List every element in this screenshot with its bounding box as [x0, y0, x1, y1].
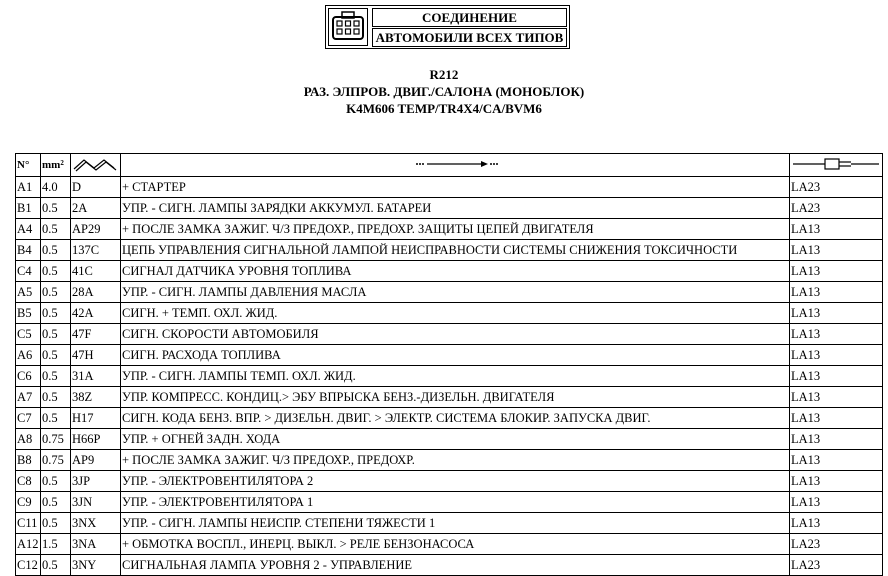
cell-wire: 3JN	[71, 492, 121, 513]
cell-description: УПР. - СИГН. ЛАМПЫ ТЕМП. ОХЛ. ЖИД.	[121, 366, 790, 387]
cell-description: УПР. - ЭЛЕКТРОВЕНТИЛЯТОРА 1	[121, 492, 790, 513]
cell-description: УПР. - СИГН. ЛАМПЫ ЗАРЯДКИ АККУМУЛ. БАТАРЕИ	[121, 198, 790, 219]
cell-wire: 3NY	[71, 555, 121, 576]
table-row	[16, 324, 883, 345]
wire-icon	[72, 155, 120, 173]
cell-section: 0.5	[41, 345, 71, 366]
cell-destination: LA13	[790, 471, 883, 492]
table-row	[16, 261, 883, 282]
cell-destination: LA13	[790, 345, 883, 366]
cell-pin: C12	[16, 555, 41, 576]
cell-wire: 2A	[71, 198, 121, 219]
connector-code: R212	[429, 67, 459, 82]
document-titles	[0, 66, 888, 117]
cell-destination: LA23	[790, 198, 883, 219]
cell-wire: 38Z	[71, 387, 121, 408]
cell-wire: 3JP	[71, 471, 121, 492]
cell-wire: 47H	[71, 345, 121, 366]
table-row	[16, 303, 883, 324]
cell-pin: C8	[16, 471, 41, 492]
cell-wire: 42A	[71, 303, 121, 324]
table-header-row	[16, 154, 883, 177]
cell-pin: A7	[16, 387, 41, 408]
table-row	[16, 366, 883, 387]
cell-pin: A4	[16, 219, 41, 240]
column-header-wire-icon	[71, 154, 121, 177]
connector-icon	[328, 8, 368, 46]
cell-destination: LA13	[790, 324, 883, 345]
cell-pin: C6	[16, 366, 41, 387]
table-row	[16, 177, 883, 198]
pinout-table	[15, 153, 883, 576]
cell-description: УПР. - ЭЛЕКТРОВЕНТИЛЯТОРА 2	[121, 471, 790, 492]
cell-destination: LA13	[790, 240, 883, 261]
cell-section: 0.5	[41, 282, 71, 303]
cell-section: 0.5	[41, 261, 71, 282]
cell-wire: 28A	[71, 282, 121, 303]
cell-pin: A6	[16, 345, 41, 366]
cell-section: 0.5	[41, 240, 71, 261]
table-row	[16, 492, 883, 513]
cell-wire: 3NX	[71, 513, 121, 534]
table-row	[16, 534, 883, 555]
cell-description: + СТАРТЕР	[121, 177, 790, 198]
cell-section: 0.5	[41, 513, 71, 534]
table-row	[16, 387, 883, 408]
column-header-connector-icon	[790, 154, 883, 177]
cell-description: СИГНАЛ ДАТЧИКА УРОВНЯ ТОПЛИВА	[121, 261, 790, 282]
cell-description: СИГН. + ТЕМП. ОХЛ. ЖИД.	[121, 303, 790, 324]
column-header-section: $mm^2$	[41, 154, 71, 177]
cell-description: УПР. КОМПРЕСС. КОНДИЦ.> ЭБУ ВПРЫСКА БЕНЗ.-ДИЗЕЛЬН. ДВИГАТЕЛЯ	[121, 387, 790, 408]
cell-wire: 47F	[71, 324, 121, 345]
cell-pin: B4	[16, 240, 41, 261]
cell-section: 0.5	[41, 471, 71, 492]
cell-section: 0.5	[41, 366, 71, 387]
cell-pin: B1	[16, 198, 41, 219]
table-row	[16, 555, 883, 576]
cell-wire: 3NA	[71, 534, 121, 555]
cell-pin: B5	[16, 303, 41, 324]
cell-section: 0.5	[41, 198, 71, 219]
arrow-right-icon	[411, 157, 501, 171]
cell-pin: A1	[16, 177, 41, 198]
column-header-direction-icon	[121, 154, 790, 177]
cell-wire: H66P	[71, 429, 121, 450]
cell-description: СИГН. СКОРОСТИ АВТОМОБИЛЯ	[121, 324, 790, 345]
cell-section: 0.5	[41, 492, 71, 513]
cell-pin: B8	[16, 450, 41, 471]
table-row	[16, 429, 883, 450]
cell-description: УПР. - СИГН. ЛАМПЫ ДАВЛЕНИЯ МАСЛА	[121, 282, 790, 303]
cell-pin: A5	[16, 282, 41, 303]
table-row	[16, 198, 883, 219]
cell-description: + ОБМОТКА ВОСПЛ., ИНЕРЦ. ВЫКЛ. > РЕЛЕ БЕНЗОНАСОСА	[121, 534, 790, 555]
cell-description: УПР. + ОГНЕЙ ЗАДН. ХОДА	[121, 429, 790, 450]
cell-destination: LA13	[790, 366, 883, 387]
table-row	[16, 219, 883, 240]
cell-section: 4.0	[41, 177, 71, 198]
cell-destination: LA13	[790, 387, 883, 408]
cell-section: 0.5	[41, 219, 71, 240]
connector-variant: K4M606 TEMP/TR4X4/CA/BVM6	[346, 101, 542, 116]
cell-destination: LA23	[790, 534, 883, 555]
cell-destination: LA13	[790, 303, 883, 324]
cell-pin: C7	[16, 408, 41, 429]
cell-description: СИГНАЛЬНАЯ ЛАМПА УРОВНЯ 2 - УПРАВЛЕНИЕ	[121, 555, 790, 576]
connector-name: РАЗ. ЭЛПРОВ. ДВИГ./САЛОНА (МОНОБЛОК)	[303, 84, 585, 99]
column-header-num: N°	[16, 154, 41, 177]
cell-section: 0.5	[41, 387, 71, 408]
cell-destination: LA13	[790, 492, 883, 513]
cell-pin: A12	[16, 534, 41, 555]
cell-description: СИГН. КОДА БЕНЗ. ВПР. > ДИЗЕЛЬН. ДВИГ. > ЭЛЕКТР. СИСТЕМА БЛОКИР. ЗАПУСКА ДВИГ.	[121, 408, 790, 429]
table-row	[16, 282, 883, 303]
cell-destination: LA13	[790, 408, 883, 429]
cell-wire: 137C	[71, 240, 121, 261]
cell-pin: C5	[16, 324, 41, 345]
table-row	[16, 450, 883, 471]
cell-description: ЦЕПЬ УПРАВЛЕНИЯ СИГНАЛЬНОЙ ЛАМПОЙ НЕИСПРАВНОСТИ СИСТЕМЫ СНИЖЕНИЯ ТОКСИЧНОСТИ	[121, 240, 790, 261]
cell-destination: LA23	[790, 177, 883, 198]
cell-destination: LA13	[790, 219, 883, 240]
cell-wire: D	[71, 177, 121, 198]
cell-wire: 41C	[71, 261, 121, 282]
cell-description: СИГН. РАСХОДА ТОПЛИВА	[121, 345, 790, 366]
cell-section: 1.5	[41, 534, 71, 555]
table-row	[16, 240, 883, 261]
cell-pin: A8	[16, 429, 41, 450]
table-row	[16, 471, 883, 492]
cell-section: 0.75	[41, 450, 71, 471]
cell-destination: LA13	[790, 450, 883, 471]
cell-pin: C11	[16, 513, 41, 534]
cell-destination: LA13	[790, 513, 883, 534]
badge-title: СОЕДИНЕНИЕ	[372, 8, 567, 27]
cell-section: 0.75	[41, 429, 71, 450]
table-row	[16, 345, 883, 366]
cell-description: + ПОСЛЕ ЗАМКА ЗАЖИГ. Ч/З ПРЕДОХР., ПРЕДОХР. ЗАЩИТЫ ЦЕПЕЙ ДВИГАТЕЛЯ	[121, 219, 790, 240]
cell-section: 0.5	[41, 303, 71, 324]
cell-pin: C4	[16, 261, 41, 282]
cell-wire: AP29	[71, 219, 121, 240]
table-row	[16, 408, 883, 429]
cell-section: 0.5	[41, 324, 71, 345]
cell-destination: LA13	[790, 282, 883, 303]
cell-description: + ПОСЛЕ ЗАМКА ЗАЖИГ. Ч/З ПРЕДОХР., ПРЕДОХР.	[121, 450, 790, 471]
cell-wire: H17	[71, 408, 121, 429]
cell-description: УПР. - СИГН. ЛАМПЫ НЕИСПР. СТЕПЕНИ ТЯЖЕСТИ 1	[121, 513, 790, 534]
badge-subtitle: АВТОМОБИЛИ ВСЕХ ТИПОВ	[372, 28, 567, 47]
cell-wire: AP9	[71, 450, 121, 471]
cell-destination: LA13	[790, 429, 883, 450]
table-row	[16, 513, 883, 534]
cell-destination: LA13	[790, 261, 883, 282]
connection-badge	[325, 5, 570, 49]
plug-icon	[791, 155, 881, 173]
cell-section: 0.5	[41, 555, 71, 576]
cell-wire: 31A	[71, 366, 121, 387]
cell-destination: LA23	[790, 555, 883, 576]
cell-pin: C9	[16, 492, 41, 513]
cell-section: 0.5	[41, 408, 71, 429]
